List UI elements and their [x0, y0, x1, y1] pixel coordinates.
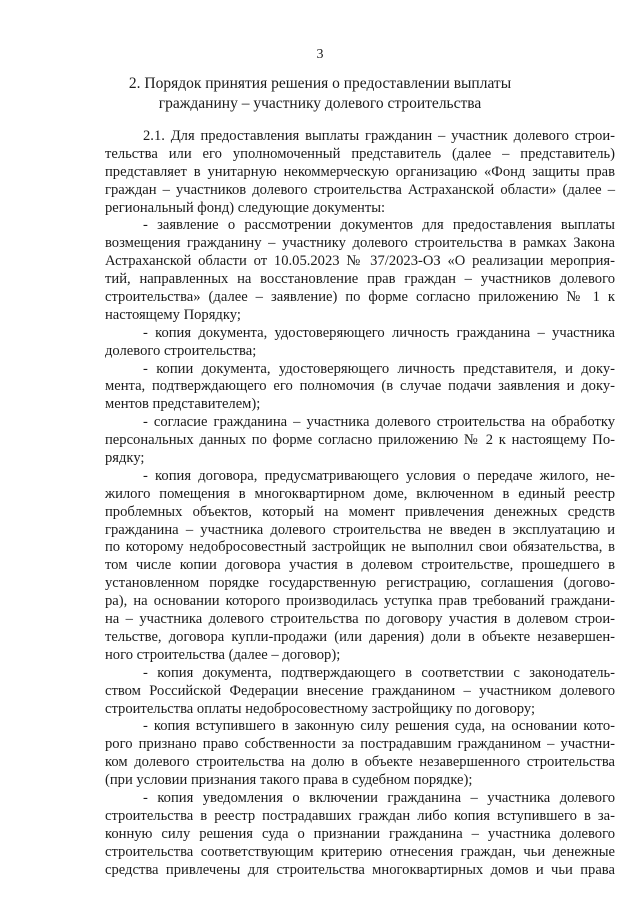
text-line: настоящему Порядку; [105, 306, 241, 323]
text-line: (при условии признания такого права в судебном порядке); [105, 772, 473, 789]
text-line: мента, подтверждающего его полномочия (в случае подачи заявления и доку- [105, 378, 615, 395]
text-line: по которому недобросовестный застройщик не выполнил свои обязательства, в [105, 539, 615, 556]
text-line: тельства или его уполномоченный представитель (далее – представитель) [105, 145, 615, 162]
text-line: на – участника долевого строительства по договору участия в долевом строи- [105, 611, 615, 628]
section-title [90, 74, 550, 114]
text-line: конную силу решения суда о признании гражданина – участника долевого [105, 825, 615, 842]
text-line: средства привлечены для строительства многоквартирных домов и чьи права [105, 861, 615, 878]
text-line: ком долевого строительства на долю в объекте незавершенного строительства [105, 754, 615, 771]
text-line: жилого помещения в многоквартирном доме, включенном в единый реестр [105, 485, 615, 502]
list-item [105, 361, 615, 415]
text-line: граждан – участников долевого строительства Астраханской области» (далее – [105, 181, 615, 198]
text-line: ра), на основании которого производилась уступка прав требований граждани- [105, 593, 615, 610]
list-item [105, 325, 615, 361]
section-title-line: гражданину – участнику долевого строительства [158, 95, 482, 112]
text-line: представляет в унитарную некоммерческую организацию «Фонд защиты прав [105, 163, 615, 180]
list-item [105, 217, 615, 324]
text-line: - заявление о рассмотрении документов для предоставления выплаты [143, 217, 615, 234]
text-line: региональный фонд) следующие документы: [105, 199, 386, 216]
text-line: гражданина – участника долевого строительства не введен в эксплуатацию и [105, 521, 615, 538]
text-line: персональных данных по форме согласно приложению № 2 к настоящему По- [105, 432, 615, 449]
text-line: рого признано право собственности за пострадавшим гражданином – участни- [105, 736, 615, 753]
text-line: ментов представителем); [105, 396, 261, 413]
text-line: установленном порядке государственную регистрацию, соглашения (догово- [105, 575, 615, 592]
paragraph-2-1 [105, 128, 615, 217]
text-line: - копия документа, удостоверяющего личность гражданина – участника [143, 324, 615, 341]
text-line: тий, направленных на восстановление прав граждан – участников долевого [105, 271, 615, 288]
text-line: долевого строительства; [105, 342, 257, 359]
text-line: возмещения гражданину – участнику долевого строительства в рамках Закона [105, 235, 615, 252]
text-line: рядку; [105, 450, 145, 467]
section-title-line: 2. Порядок принятия решения о предоставлении выплаты [128, 75, 512, 92]
text-line: - копия договора, предусматривающего условия о передаче жилого, не- [143, 467, 615, 484]
text-line: строительства соответствующим критерию отнесения граждан, чьи денежные [105, 843, 615, 860]
text-line: - копии документа, удостоверяющего личность представителя, и доку- [143, 360, 615, 377]
text-line: - копия уведомления о включении гражданина – участника долевого [143, 789, 615, 806]
text-line: ством Российской Федерации внесение гражданином – участником долевого [105, 682, 615, 699]
list-item [105, 790, 615, 879]
text-line: - согласие гражданина – участника долевого строительства на обработку [143, 414, 615, 431]
text-line: строительства в реестр пострадавших граждан либо копия вступившего в за- [105, 807, 615, 824]
text-line: 2.1. Для предоставления выплаты гражданин – участник долевого строи- [143, 128, 615, 144]
list-item [105, 665, 615, 719]
text-line: строительства» (далее – заявление) по форме согласно приложению № 1 к [105, 289, 615, 306]
text-line: ного строительства (далее – договор); [105, 646, 341, 663]
text-line: Астраханской области от 10.05.2023 № 37/2023-ОЗ «О реализации мероприя- [105, 253, 615, 270]
text-line: - копия документа, подтверждающего в соответствии с законодатель- [143, 664, 615, 681]
text-line: строительства оплаты недобросовестному застройщику по договору; [105, 700, 536, 717]
list-item [105, 468, 615, 665]
text-line: - копия вступившего в законную силу решения суда, на основании кото- [143, 718, 615, 735]
document-body [105, 128, 615, 879]
page-number: 3 [316, 47, 324, 62]
list-item [105, 414, 615, 468]
text-line: проблемных объектов, который на момент привлечения денежных средств [105, 503, 615, 520]
list-item [105, 718, 615, 790]
text-line: тельстве, договора купли-продажи (или дарения) доли в объекте незавершен- [105, 628, 615, 645]
text-line: том числе копии договора участия в долевом строительстве, прошедшего в [105, 557, 615, 574]
